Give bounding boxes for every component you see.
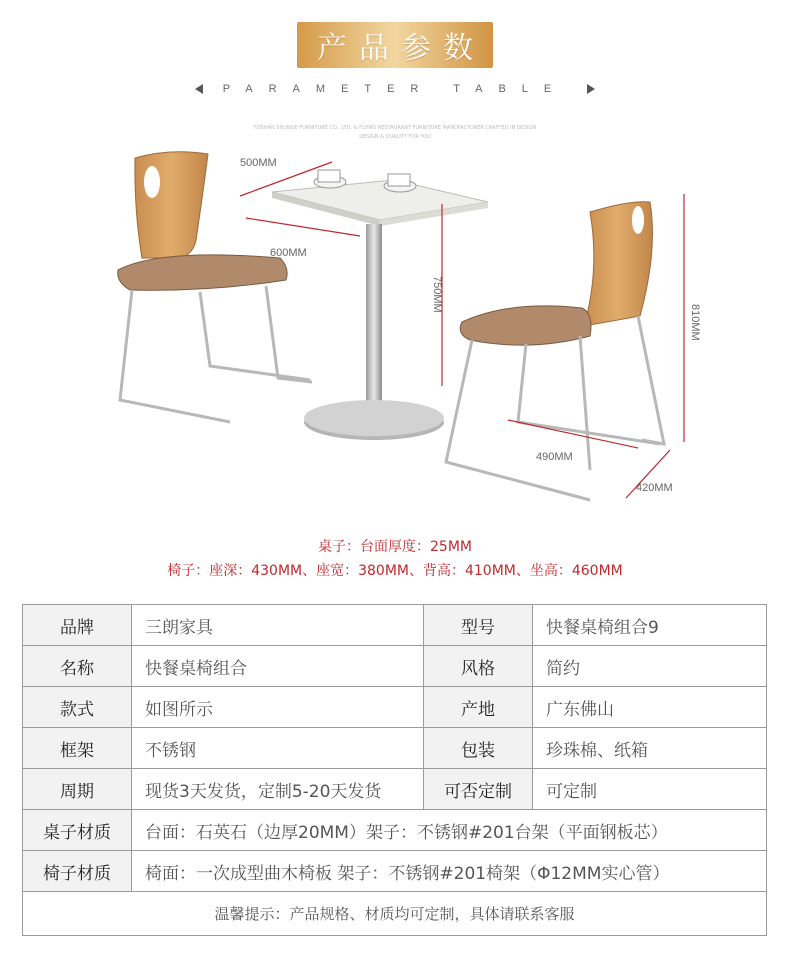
table-row [23,769,767,810]
table-spec-line: 桌子：台面厚度：25MM [318,539,472,555]
dim-chair-width: 420MM [636,482,673,494]
param-value: 现货3天发货，定制5-20天发货 [132,769,424,810]
table-row [23,851,767,892]
param-key: 可否定制 [424,769,533,810]
table-row [23,687,767,728]
param-key: 名称 [23,646,132,687]
parameter-table [22,604,767,936]
param-value: 快餐桌椅组合9 [533,605,767,646]
table-row [23,605,767,646]
param-key: 框架 [23,728,132,769]
dim-table-width: 600MM [270,247,307,259]
note-text: 温馨提示：产品规格、材质均可定制，具体请联系客服 [23,892,767,936]
table-row [23,810,767,851]
param-key: 款式 [23,687,132,728]
dim-table-depth: 500MM [240,157,277,169]
dim-chair-height: 810MM [689,304,701,341]
title-char: 参 [401,31,431,66]
title-banner [0,22,790,68]
param-value: 不锈钢 [132,728,424,769]
param-value: 如图所示 [132,687,424,728]
param-value: 珍珠棉、纸箱 [533,728,767,769]
fine-print-line: DESIGN & QUALITY FOR YOU [359,134,431,140]
param-value: 简约 [533,646,767,687]
arrow-left-icon [195,84,203,94]
subtitle-row [0,80,790,98]
param-value: 快餐桌椅组合 [132,646,424,687]
title-box [297,22,493,68]
table-row [23,892,767,936]
param-value: 台面：石英石（边厚20MM）架子：不锈钢#201台架（平面钢板芯） [132,810,767,851]
param-key: 型号 [424,605,533,646]
param-value: 可定制 [533,769,767,810]
param-key: 品牌 [23,605,132,646]
param-value: 广东佛山 [533,687,767,728]
param-key: 桌子材质 [23,810,132,851]
param-key: 椅子材质 [23,851,132,892]
title-char: 数 [443,31,473,66]
table-row [23,728,767,769]
table-row [23,646,767,687]
param-key: 产地 [424,687,533,728]
subtitle: PARAMETER TABLE [222,83,568,95]
dim-chair-depth: 490MM [536,451,573,463]
chair-spec-line: 椅子：座深：430MM、座宽：380MM、背高：410MM、坐高：460MM [167,563,623,579]
title-char: 产 [317,31,347,66]
param-value: 椅面：一次成型曲木椅板 架子：不锈钢#201椅架（Φ12MM实心管） [132,851,767,892]
title-char: 品 [359,31,389,66]
table [272,170,488,440]
param-value: 三朗家具 [132,605,424,646]
fine-print-line: FOSHAN SHUNDE FURNITURE CO., LTD. & FLYING RESTAURANT FURNITURE MANUFACTURER CRAFTED IN DESIGN [253,125,537,131]
param-key: 周期 [23,769,132,810]
arrow-right-icon [587,84,595,94]
product-illustration [90,140,730,520]
param-key: 包装 [424,728,533,769]
param-key: 风格 [424,646,533,687]
dim-table-height: 750MM [431,276,443,313]
